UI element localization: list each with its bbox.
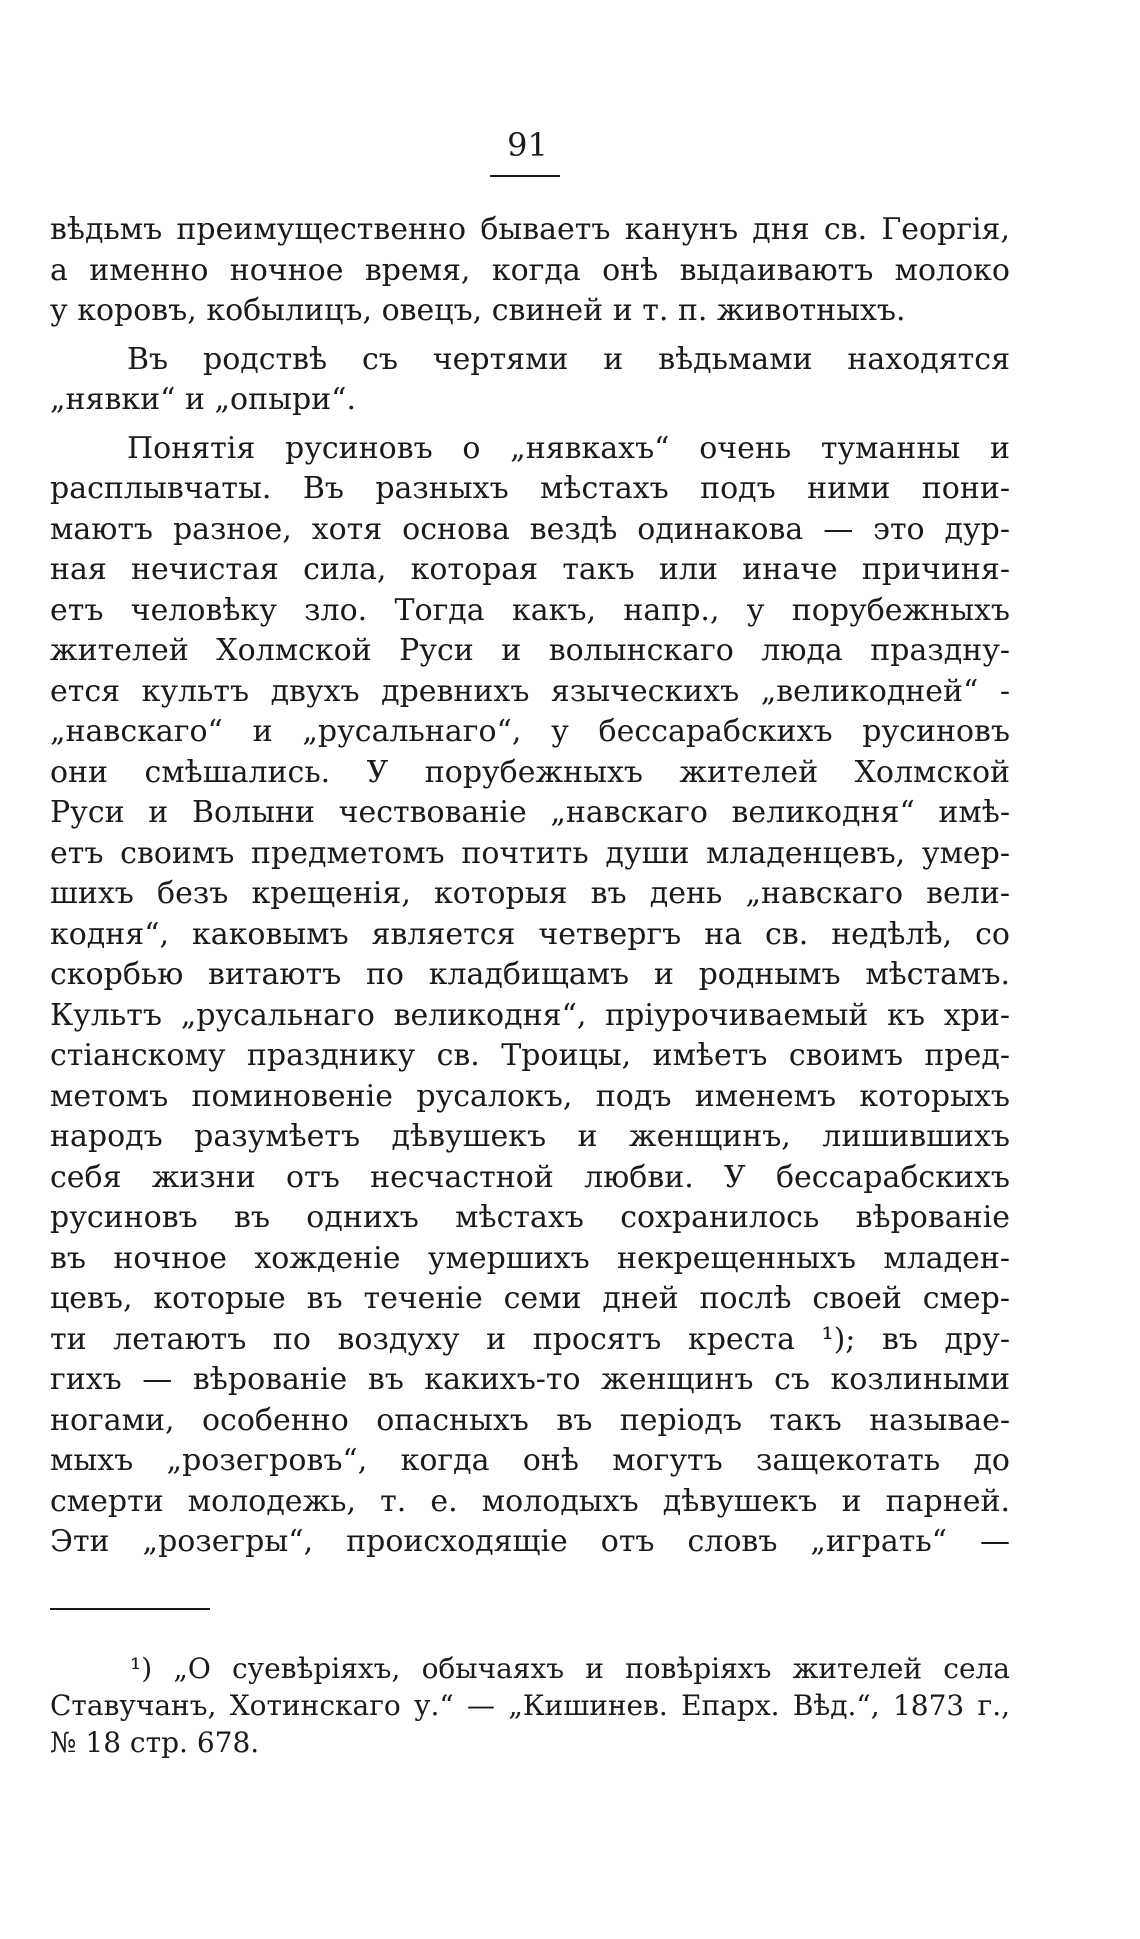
text-line: ется культъ двухъ древнихъ языческихъ „великодней“ - xyxy=(50,673,1010,709)
text-line: жителей Холмской Руси и волынскаго люда праздну- xyxy=(50,633,1010,668)
text-line: шихъ безъ крещенія, которыя въ день „навскаго вели- xyxy=(50,876,1010,911)
footnote-line: № 18 стр. 678. xyxy=(50,1726,260,1759)
text-line: ногами, особенно опасныхъ въ періодъ такъ называе- xyxy=(50,1402,1010,1438)
text-line: Эти „розегры“, происходящіе отъ словъ „играть“ — xyxy=(50,1524,1010,1559)
text-line: скорбью витаютъ по кладбищамъ и роднымъ мѣстамъ. xyxy=(50,957,1010,992)
text-line: русиновъ въ однихъ мѣстахъ сохранилось вѣрованіе xyxy=(50,1200,1010,1235)
text-line: расплывчаты. Въ разныхъ мѣстахъ подъ ними пони- xyxy=(50,471,1010,506)
footnote xyxy=(50,1650,1010,1761)
text-line: кодня“, каковымъ является четвергъ на св. недѣлѣ, со xyxy=(50,916,1010,952)
footnote-rule xyxy=(50,1608,210,1610)
text-line: мыхъ „розегровъ“, когда онѣ могутъ защекотать до xyxy=(50,1443,1010,1478)
text-line: „нявки“ и „опыри“. xyxy=(50,382,357,417)
text-line: Въ родствѣ съ чертями и вѣдьмами находятся xyxy=(127,341,1010,377)
text-line: стіанскому празднику св. Троицы, имѣетъ своимъ пред- xyxy=(50,1038,1010,1073)
text-line: ти летаютъ по воздуху и просятъ креста ¹); въ дру- xyxy=(50,1321,1010,1357)
text-line: вѣдьмъ преимущественно бываетъ канунъ дня св. Георгія, xyxy=(50,212,1010,247)
text-line: Руси и Волыни чествованіе „навскаго великодня“ имѣ- xyxy=(50,795,1010,830)
body-text xyxy=(50,210,1010,1563)
page-number: 91 xyxy=(507,126,548,164)
text-line: себя жизни отъ несчастной любви. У бессарабскихъ xyxy=(50,1159,1010,1195)
paragraph xyxy=(50,340,1010,421)
text-line: а именно ночное время, когда онѣ выдаиваютъ молоко xyxy=(50,252,1010,288)
text-line: ная нечистая сила, которая такъ или иначе причиня- xyxy=(50,552,1010,587)
text-line: етъ своимъ предметомъ почтить души младенцевъ, умер- xyxy=(50,835,1010,871)
paragraph xyxy=(50,429,1010,1563)
text-line: смерти молодежь, т. е. молодыхъ дѣвушекъ и парней. xyxy=(50,1483,1010,1519)
footnote-line: ¹) „О суевѣріяхъ, обычаяхъ и повѣріяхъ жителей села xyxy=(130,1652,1010,1685)
text-line: етъ человѣку зло. Тогда какъ, напр., у порубежныхъ xyxy=(50,592,1010,628)
text-line: гихъ — вѣрованіе въ какихъ-то женщинъ съ козлиными xyxy=(50,1362,1010,1397)
text-line: маютъ разное, хотя основа вездѣ одинакова — это дур- xyxy=(50,511,1010,547)
paragraph xyxy=(50,210,1010,332)
text-line: въ ночное хожденіе умершихъ некрещенныхъ младен- xyxy=(50,1240,1010,1276)
text-line: Культъ „русальнаго великодня“, пріурочиваемый къ хри- xyxy=(50,997,1010,1033)
footnote-line: Ставучанъ, Хотинскаго у.“ — „Кишинев. Епарх. Вѣд.“, 1873 г., xyxy=(50,1689,1010,1722)
page-number-rule xyxy=(490,175,560,177)
text-line: у коровъ, кобылицъ, овецъ, свиней и т. п. животныхъ. xyxy=(50,293,906,328)
text-line: народъ разумѣетъ дѣвушекъ и женщинъ, лишившихъ xyxy=(50,1119,1010,1154)
text-line: метомъ поминовеніе русалокъ, подъ именемъ которыхъ xyxy=(50,1078,1010,1114)
text-line: „навскаго“ и „русальнаго“, у бессарабскихъ русиновъ xyxy=(50,714,1010,749)
text-line: они смѣшались. У порубежныхъ жителей Холмской xyxy=(50,754,1010,790)
text-line: Понятія русиновъ о „нявкахъ“ очень туманны и xyxy=(127,430,1010,466)
text-line: цевъ, которые въ теченіе семи дней послѣ своей смер- xyxy=(50,1281,1010,1316)
